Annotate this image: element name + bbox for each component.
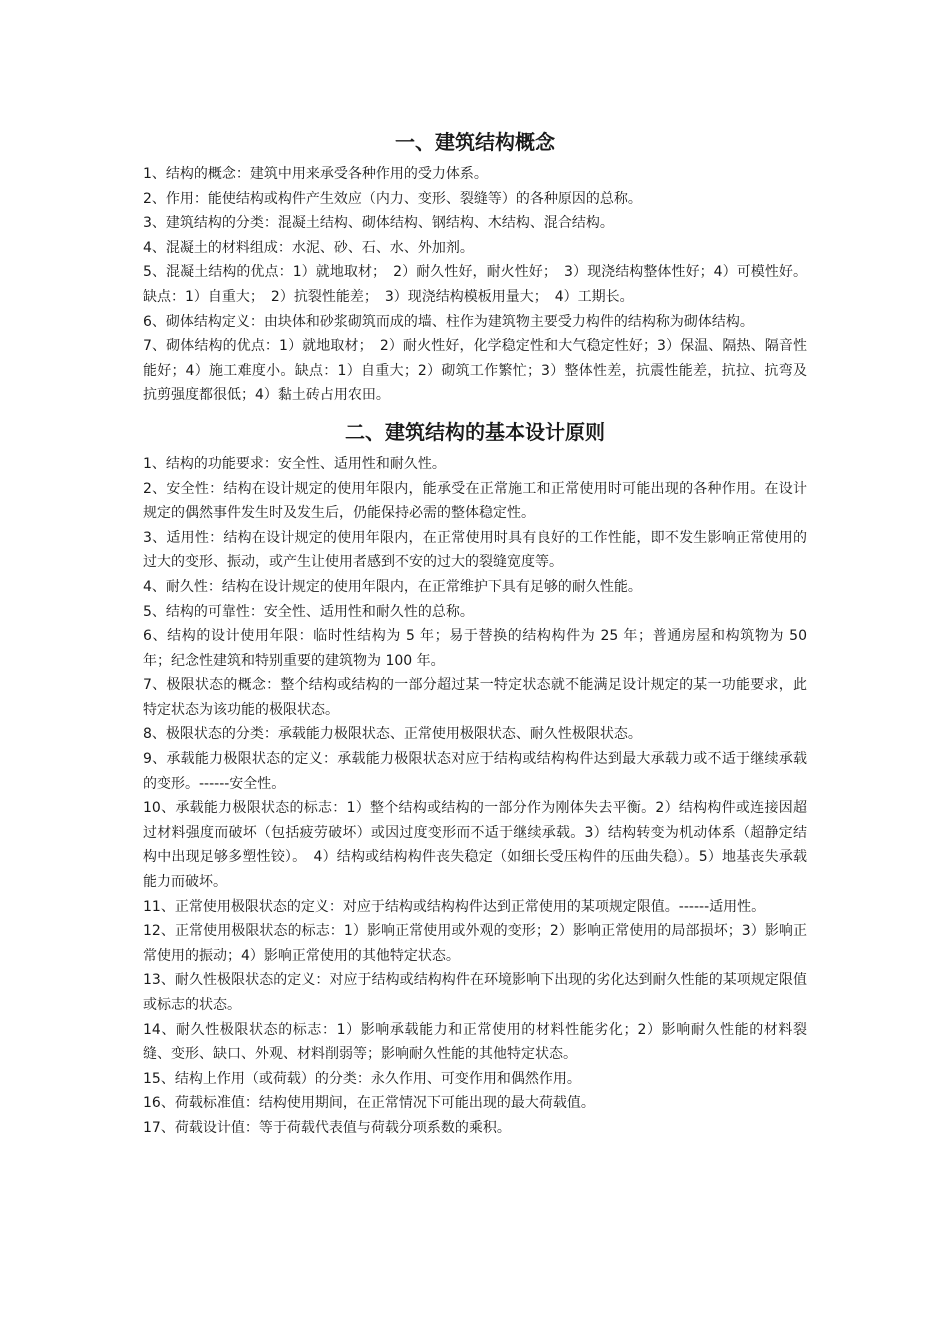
list-item: 4、混凝土的材料组成：水泥、砂、石、水、外加剂。 <box>143 239 474 256</box>
list-item: 4、耐久性：结构在设计规定的使用年限内，在正常维护下具有足够的耐久性能。 <box>143 578 642 595</box>
section-building-structure-concept <box>143 128 807 408</box>
section-basic-design-principles <box>143 418 807 1141</box>
list-item: 1、结构的概念：建筑中用来承受各种作用的受力体系。 <box>143 166 488 182</box>
list-item: 11、正常使用极限状态的定义：对应于结构或结构构件达到正常使用的某项规定限值。------适用性。 <box>143 898 766 915</box>
list-item: 13、耐久性极限状态的定义：对应于结构或结构构件在环境影响下出现的劣化达到耐久性能的某项规定限值或标志的状态。 <box>143 972 807 1013</box>
section-title: 一、建筑结构概念 <box>395 130 555 154</box>
list-item: 3、建筑结构的分类：混凝土结构、砌体结构、钢结构、木结构、混合结构。 <box>143 215 614 232</box>
document-page <box>143 128 807 1141</box>
list-item: 8、极限状态的分类：承载能力极限状态、正常使用极限状态、耐久性极限状态。 <box>143 726 642 743</box>
section-title: 二、建筑结构的基本设计原则 <box>345 419 605 444</box>
list-item: 3、适用性：结构在设计规定的使用年限内，在正常使用时具有良好的工作性能，即不发生影响正常使用的过大的变形、振动，或产生让使用者感到不安的过大的裂缝宽度等。 <box>143 529 807 571</box>
list-item: 5、结构的可靠性：安全性、适用性和耐久性的总称。 <box>143 603 474 620</box>
list-item: 9、承载能力极限状态的定义：承载能力极限状态对应于结构或结构构件达到最大承载力或不适于继续承载的变形。------安全性。 <box>143 751 807 792</box>
list-item: 12、正常使用极限状态的标志：1）影响正常使用或外观的变形；2）影响正常使用的局部损坏；3）影响正常使用的振动；4）影响正常使用的其他特定状态。 <box>143 923 807 964</box>
list-item: 17、荷载设计值：等于荷载代表值与荷载分项系数的乘积。 <box>143 1119 511 1136</box>
list-item: 1、结构的功能要求：安全性、适用性和耐久性。 <box>143 455 446 472</box>
list-item: 10、承载能力极限状态的标志：1）整个结构或结构的一部分作为刚体失去平衡。2）结构构件或连接因超过材料强度而破坏（包括疲劳破坏）或因过度变形而不适于继续承载。3）结构转变为机动体系（超静定结构中出现足够多塑性铰）。 4）结构或结构构件丧失稳定（如细长受压构件的压曲失稳）。5）地基丧失承载能力而破坏。 <box>143 800 807 891</box>
list-item: 6、砌体结构定义：由块体和砂浆砌筑而成的墙、柱作为建筑物主要受力构件的结构称为砌体结构。 <box>143 313 754 330</box>
list-item: 6、结构的设计使用年限：临时性结构为 5 年；易于替换的结构构件为 25 年；普通房屋和构筑物为 50 年；纪念性建筑和特别重要的建筑物为 100 年。 <box>143 628 807 669</box>
list-item: 16、荷载标准值：结构使用期间，在正常情况下可能出现的最大荷载值。 <box>143 1095 595 1112</box>
list-item: 15、结构上作用（或荷载）的分类：永久作用、可变作用和偶然作用。 <box>143 1070 581 1087</box>
list-item: 7、砌体结构的优点：1）就地取材； 2）耐火性好，化学稳定性和大气稳定性好；3）保温、隔热、隔音性能好；4）施工难度小。缺点：1）自重大；2）砌筑工作繁忙；3）整体性差，抗震性能差，抗拉、抗弯及抗剪强度都很低；4）黏土砖占用农田。 <box>143 338 807 404</box>
list-item: 2、作用：能使结构或构件产生效应（内力、变形、裂缝等）的各种原因的总称。 <box>143 190 642 207</box>
list-item: 5、混凝土结构的优点：1）就地取材； 2）耐久性好，耐火性好； 3）现浇结构整体性好；4）可模性好。缺点：1）自重大； 2）抗裂性能差； 3）现浇结构模板用量大； 4）工期长。 <box>143 264 807 305</box>
list-item: 14、耐久性极限状态的标志：1）影响承载能力和正常使用的材料性能劣化；2）影响耐久性能的材料裂缝、变形、缺口、外观、材料削弱等；影响耐久性能的其他特定状态。 <box>143 1021 807 1063</box>
list-item: 7、极限状态的概念：整个结构或结构的一部分超过某一特定状态就不能满足设计规定的某一功能要求，此特定状态为该功能的极限状态。 <box>143 677 807 718</box>
list-item: 2、安全性：结构在设计规定的使用年限内，能承受在正常施工和正常使用时可能出现的各种作用。在设计规定的偶然事件发生时及发生后，仍能保持必需的整体稳定性。 <box>143 480 807 522</box>
